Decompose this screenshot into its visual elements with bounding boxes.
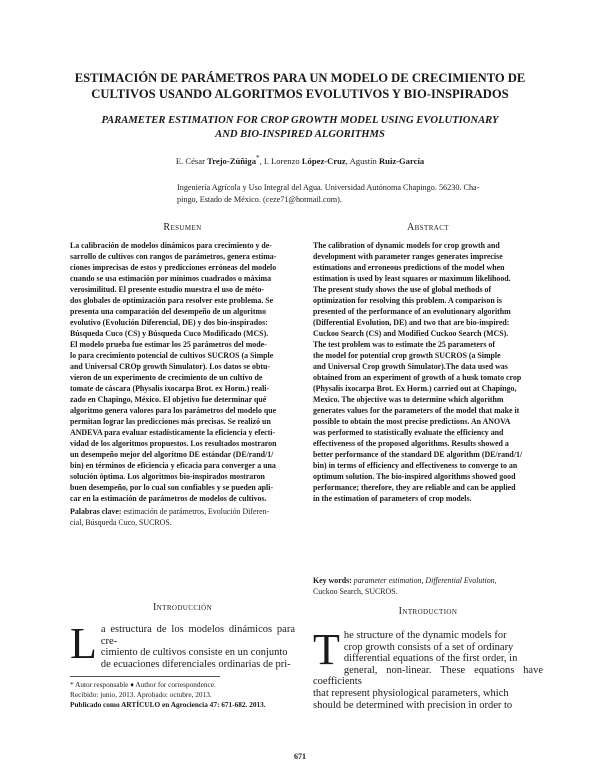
- body-line: buen desempeño, por lo cual son confiables y se pueden apli-: [70, 483, 274, 492]
- body-line: Búsqueda Cuco (CS) y Búsqueda Cuco Modificado (MCS).: [70, 329, 269, 338]
- footnote-line: Publicado como ARTÍCULO en Agrociencia 47: 671-682. 2013.: [70, 700, 266, 709]
- author-surname: Trejo-Zúñiga: [207, 155, 256, 166]
- resumen-keywords: [70, 506, 295, 528]
- body-line: bin) en términos de eficiencia y eficacia para converger a una: [70, 461, 276, 470]
- body-line: ciones imprecisas de estos y predicciones erróneas del modelo: [70, 263, 277, 272]
- body-line: was performed to statistically evaluate the efficiency and: [313, 428, 504, 437]
- body-line: estimations and erroneous predictions of the model when: [313, 263, 505, 272]
- keywords-text: cial, Búsqueda Cuco, SUCROS.: [70, 518, 172, 527]
- intro-line: de ecuaciones diferenciales ordinarias de pri-: [100, 658, 291, 670]
- intro-line: he structure of the dynamic models for: [343, 630, 507, 641]
- body-line: zado en Chapingo, México. El objetivo fue determinar qué: [70, 395, 267, 404]
- affiliation: [177, 182, 497, 206]
- body-line: obtained from an experiment of growth of a husk tomato crop: [313, 373, 522, 382]
- body-line: tomate de cáscara (Physalis ixocarpa Brot. ex Horm.) reali-: [70, 384, 270, 393]
- body-line: vidad de los algoritmos propuestos. Los resultados mostraron: [70, 439, 277, 448]
- body-line: optimization for resolving this problem. A comparison is: [313, 296, 502, 305]
- body-line: possible to obtain the most precise predictions. An ANOVA: [313, 417, 511, 426]
- author-surname: Ruiz-García: [378, 155, 425, 166]
- introduccion-body: [70, 619, 295, 670]
- footnotes: [70, 680, 295, 710]
- introduccion-heading: Introducción: [152, 602, 213, 613]
- keywords-text: estimación de parámetros, Evolución Diferen-: [121, 507, 270, 516]
- footnote-line: * Autor responsable ♦ Author for correspondence.: [70, 680, 216, 689]
- author-given: I. Lorenzo: [263, 155, 300, 166]
- page-number: 671: [294, 752, 306, 761]
- body-line: sarrollo de cultivos con rangos de parámetros, genera estima-: [70, 252, 277, 261]
- intro-line: cimiento de cultivos consiste en un conjunto: [100, 647, 288, 659]
- body-line: un desempeño mejor del algoritmo DE estándar (DE/rand/1/: [70, 450, 274, 459]
- author-separator: ,: [259, 155, 264, 166]
- body-line: better performance of the standard DE algorithm (DE/rand/1/: [313, 450, 523, 459]
- intro-line: general, non-linear. These equations have coefficients: [313, 664, 543, 688]
- keywords-text: parameter estimation, Differential Evolution,: [351, 576, 497, 585]
- keywords-label: Palabras clave:: [70, 507, 122, 516]
- body-line: lo para crecimiento potencial de cultivos SUCROS (a Simple: [70, 351, 274, 360]
- body-line: development with parameter ranges generates imprecise: [313, 252, 503, 261]
- body-line: generates values for the parameters of the model that make it: [313, 406, 520, 415]
- intro-line: a estructura de los modelos dinámicos para cre-: [100, 624, 295, 647]
- body-line: the model for potential crop growth SUCROS (a Simple: [313, 351, 501, 360]
- drop-cap: T: [313, 625, 340, 674]
- title-spanish: [40, 70, 560, 102]
- body-line: El modelo prueba fue estimar los 25 parámetros del mode-: [70, 340, 267, 349]
- abstract-keywords: [313, 575, 543, 597]
- intro-line: that represent physiological parameters, which: [313, 687, 509, 699]
- corresponding-mark: *: [256, 154, 260, 162]
- intro-line: should be determined with precision in order to: [313, 699, 513, 711]
- body-line: performance; therefore, they are reliable and can be applied: [313, 483, 516, 492]
- body-line: estimation is used by least squares or maximum likelihood.: [313, 274, 511, 283]
- body-line: Cuckoo Search (CS) and Modified Cuckoo Search (MCS).: [313, 329, 509, 338]
- body-line: bin) in terms of efficiency and effectiveness to converge to an: [313, 461, 518, 470]
- body-line: verosimilitud. El presente estudio muestra el uso de méto-: [70, 285, 265, 294]
- body-line: (Physalis ixocarpa Brot. Ex Horm.) carried out at Chapingo,: [313, 384, 517, 393]
- title-english: [60, 114, 540, 142]
- affiliation-line: Ingeniería Agrícola y Uso Integral del Agua. Universidad Autónoma Chapingo. 56230. Cha-: [177, 183, 480, 192]
- body-line: ANDEVA para evaluar estadísticamente la eficiencia y efecti-: [70, 428, 276, 437]
- introduction-body: [313, 625, 543, 711]
- body-line: effectiveness of the proposed algorithms. Results showed a: [313, 439, 509, 448]
- body-line: cuando se usa estimación por mínimos cuadrados o máxima: [70, 274, 272, 283]
- drop-cap: L: [70, 619, 97, 668]
- resumen-heading: Resumen: [163, 222, 202, 233]
- footnote-rule: [70, 676, 220, 677]
- body-line: and Universal CROp growth Simulator). Los datos se obtu-: [70, 362, 270, 371]
- body-line: optimum solution. The bio-inspired algorithms showed good: [313, 472, 516, 481]
- abstract-body: [313, 240, 543, 504]
- body-line: presented of the performance of an evolutionary algorithm: [313, 307, 511, 316]
- body-line: evolutivo (Evolución Diferencial, DE) y dos bio-inspirados:: [70, 318, 268, 327]
- body-line: and Universal Crop growth Simulator).The data used was: [313, 362, 508, 371]
- body-line: Mexico. The objective was to determine which algorithm: [313, 395, 504, 404]
- author-separator: ,: [345, 155, 350, 166]
- author-list: [60, 152, 540, 167]
- intro-line: crop growth consists of a set of ordinary: [343, 641, 514, 653]
- body-line: in the estimation of parameters of crop models.: [313, 494, 472, 503]
- title-en-line: PARAMETER ESTIMATION FOR CROP GROWTH MODEL USING EVOLUTIONARY: [101, 115, 499, 126]
- author-surname: López-Cruz: [301, 155, 346, 166]
- resumen-body: [70, 240, 295, 504]
- body-line: La calibración de modelos dinámicos para crecimiento y de-: [70, 241, 272, 250]
- body-line: algoritmo genera valores para los parámetros del modelo que: [70, 406, 277, 415]
- introduction-heading: Introduction: [398, 606, 458, 617]
- body-line: vieron de un experimento de crecimiento de un cultivo de: [70, 373, 263, 382]
- body-line: car en la estimación de parámetros de modelos de cultivos.: [70, 494, 267, 503]
- title-en-line: AND BIO-INSPIRED ALGORITHMS: [215, 129, 385, 140]
- body-line: (Differential Evolution, DE) and two that are bio-inspired:: [313, 318, 510, 327]
- body-line: dos globales de optimización para resolver este problema. Se: [70, 296, 274, 305]
- body-line: The test problem was to estimate the 25 parameters of: [313, 340, 495, 349]
- intro-line: differential equations of the first order, in: [343, 653, 518, 665]
- body-line: The present study shows the use of global methods of: [313, 285, 492, 294]
- title-es-line: ESTIMACIÓN DE PARÁMETROS PARA UN MODELO DE CRECIMIENTO DE: [74, 71, 526, 85]
- abstract-heading: Abstract: [407, 222, 449, 233]
- affiliation-line: pingo, Estado de México. (ceze71@hotmail.com).: [177, 195, 342, 204]
- keywords-label: Key words:: [313, 576, 352, 585]
- author-given: E. César: [175, 155, 205, 166]
- keywords-text: Cuckoo Search, SUCROS.: [313, 587, 398, 596]
- body-line: presenta una comparación del desempeño de un algoritmo: [70, 307, 267, 316]
- body-line: The calibration of dynamic models for crop growth and: [313, 241, 500, 250]
- title-es-line: CULTIVOS USANDO ALGORITMOS EVOLUTIVOS Y BIO-INSPIRADOS: [91, 87, 509, 101]
- body-line: permitan lograr las predicciones más precisas. Se realizó un: [70, 417, 271, 426]
- footnote-line: Recibido: junio, 2013. Aprobado: octubre, 2013.: [70, 690, 212, 699]
- author-given: Agustín: [349, 155, 377, 166]
- body-line: solución óptima. Los algoritmos bio-inspirados mostraron: [70, 472, 265, 481]
